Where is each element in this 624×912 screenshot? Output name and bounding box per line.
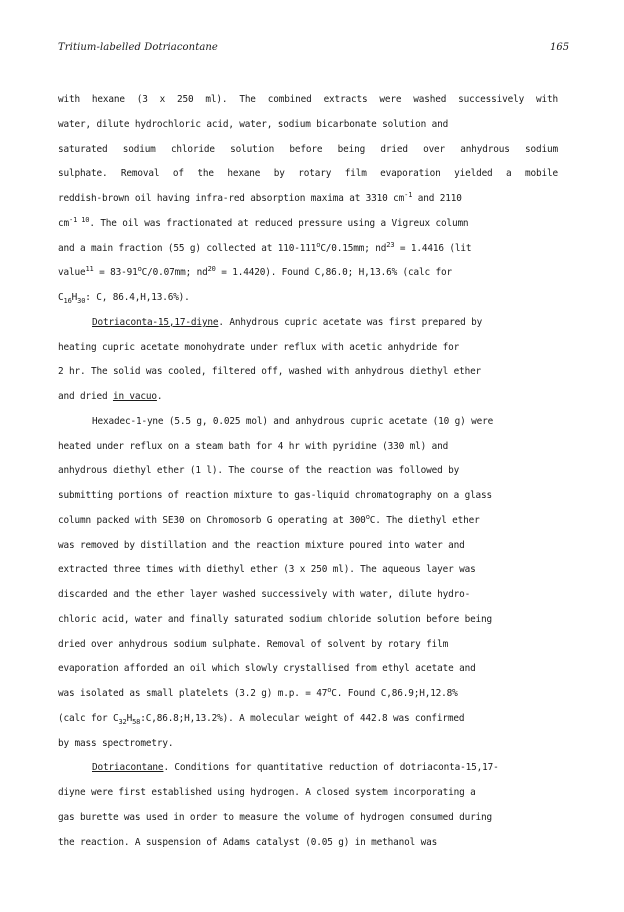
section-heading: Dotriacontane	[92, 762, 164, 774]
text-line: column packed with SE30 on Chromosorb G operating at 300$^o$C. The diethyl ether	[58, 512, 480, 526]
text-line: gas burette was used in order to measure the volume of hydrogen consumed during	[58, 811, 493, 823]
text-line: was removed by distillation and the reaction mixture poured into water and	[58, 539, 465, 551]
text-line: heated under reflux on a steam bath for 4 hr with pyridine (330 ml) and	[58, 440, 449, 452]
text-line: sulphate. Removal of the hexane by rotary film evaporation yielded a mobile	[58, 168, 558, 180]
text-line: water, dilute hydrochloric acid, water, sodium bicarbonate solution and	[58, 118, 449, 130]
text-line: dried over anhydrous sodium sulphate. Removal of solvent by rotary film	[58, 638, 449, 650]
text-line: reddish-brown oil having infra-red absorption maxima at 3310 $cm^{-1}$ and 2110	[58, 190, 462, 204]
text-line: (calc for $C_{32}H_{58}:C,86.8;H,13.2\%$). A molecular weight of 442.8 was confirmed	[58, 712, 465, 726]
text-line: with hexane (3 x 250 ml). The combined extracts were washed successively with	[58, 94, 558, 105]
text-line: $cm^{-1 10}$. The oil was fractionated at reduced pressure using a Vigreux column	[58, 215, 469, 229]
text-line: the reaction. A suspension of Adams catalyst (0.05 g) in methanol was	[58, 836, 438, 848]
text-line: chloric acid, water and finally saturated sodium chloride solution before being	[58, 613, 493, 625]
text-line: and a main fraction (55 g) collected at 110-111$^o$C/0.15mm; $nd^{23} = 1.4416$ (lit	[58, 240, 472, 254]
section-heading-line: Dotriaconta-15,17-diyne. Anhydrous cupric acetate was first prepared by	[92, 316, 483, 328]
text-line: heating cupric acetate monohydrate under reflux with acetic anhydride for	[58, 341, 460, 353]
page-number: 165	[550, 42, 570, 53]
body-text	[58, 88, 558, 855]
text-line: extracted three times with diethyl ether (3 x 250 ml). The aqueous layer was	[58, 564, 476, 576]
running-title: Tritium-labelled Dotriacontane	[58, 42, 218, 53]
section-heading-line: Dotriacontane. Conditions for quantitative reduction of dotriaconta-15,17-	[92, 762, 499, 774]
text-line: diyne were first established using hydrogen. A closed system incorporating a	[58, 787, 476, 798]
text-line: and dried in vacuo.	[58, 391, 163, 402]
text-line: anhydrous diethyl ether (1 l). The course of the reaction was followed by	[58, 465, 460, 477]
section-heading: Dotriaconta-15,17-diyne	[92, 316, 219, 328]
text-line: 2 hr. The solid was cooled, filtered off, washed with anhydrous diethyl ether	[58, 366, 482, 378]
text-line: evaporation afforded an oil which slowly crystallised from ethyl acetate and	[58, 663, 476, 675]
text-line: value$^{11}$ = $83-91^oC/0.07mm$; $nd^{20} = 1.4420$). Found C,86.0; H,13.6% (calc for	[58, 265, 453, 279]
text-line: was isolated as small platelets (3.2 g) m.p. = $47^oC$. Found C,86.9;H,12.8%	[58, 685, 458, 699]
text-line: $C_{16}H_{30}$: C, 86.4,H,13.6%).	[58, 292, 190, 305]
text-line: Hexadec-1-yne (5.5 g, 0.025 mol) and anhydrous cupric acetate (10 g) were	[92, 415, 494, 427]
text-line: saturated sodium chloride solution before being dried over anhydrous sodium	[58, 143, 558, 155]
text-line: submitting portions of reaction mixture to gas-liquid chromatography on a glass	[58, 490, 493, 501]
text-line: discarded and the ether layer washed successively with water, dilute hydro-	[58, 589, 471, 600]
text-line: by mass spectrometry.	[58, 737, 174, 749]
